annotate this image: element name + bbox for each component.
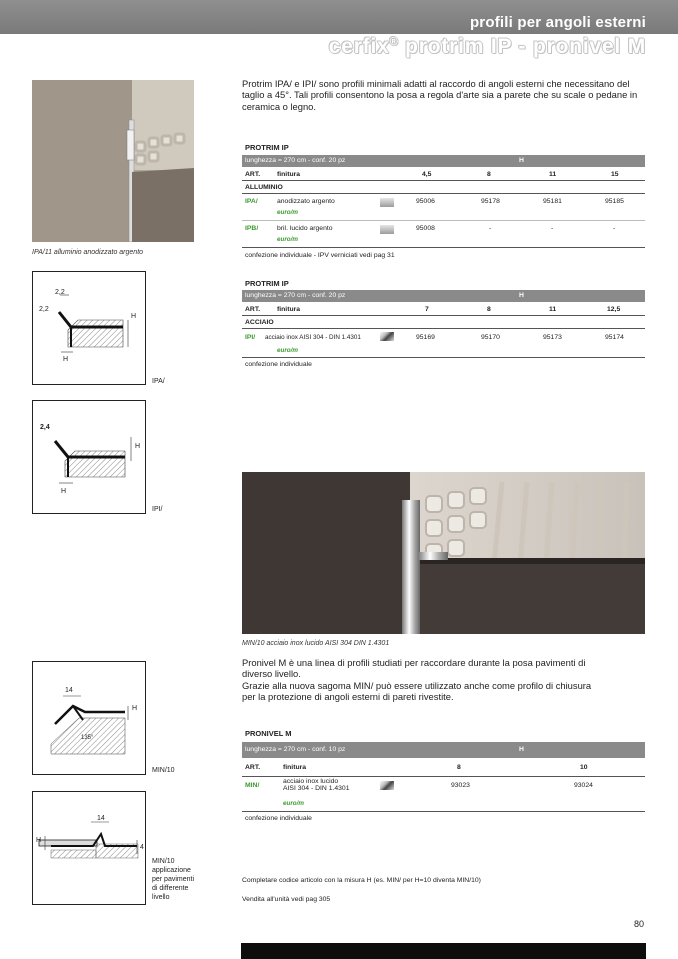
table2-size: 11 xyxy=(549,306,557,313)
table1-size: 4,5 xyxy=(422,171,432,178)
pronivel-line: Grazie alla nuova sagoma MIN/ può essere utilizzato anche come profilo di chiusura xyxy=(242,679,592,691)
pronivel-line: Pronivel M è una linea di profili studiati per raccordare durante la posa pavimenti di xyxy=(242,657,586,668)
table2-size: 12,5 xyxy=(607,306,621,313)
floor-label-line: di differente xyxy=(152,885,189,892)
table2-divider xyxy=(242,315,645,316)
table2-spec-bar xyxy=(242,290,645,302)
table2-row-art: IPI/ xyxy=(245,334,256,341)
table1-divider xyxy=(242,193,645,194)
ipa-h-right: H xyxy=(131,313,137,320)
table1-title: PROTRIM IP xyxy=(245,143,289,152)
intro-paragraph: Protrim IPA/ e IPI/ sono profili minimali adatti al raccordo di angoli esterni che necessitano del taglio a 45°. Tali profili consentono la posa a regola d'arte sia a parete che su scale o pedane in ceramica o legno. xyxy=(242,78,638,112)
diagram-ipa xyxy=(32,271,146,385)
diagram-ipi-drawing xyxy=(33,401,145,513)
pronivel-line: diverso livello. xyxy=(242,668,301,680)
table2-size: 8 xyxy=(487,306,491,313)
table1-row-code: 95185 xyxy=(605,198,624,205)
footer-bar xyxy=(241,943,646,959)
table3-size: 10 xyxy=(580,764,588,771)
table1-row-art: IPA/ xyxy=(245,198,258,205)
table2-row-code: 95169 xyxy=(416,334,435,341)
table1-row-art: IPB/ xyxy=(245,225,259,232)
table2-row-code: 95174 xyxy=(605,334,624,341)
table3-divider xyxy=(242,811,645,812)
table3-finish-line: AISI 304 - DIN 1.4301 xyxy=(283,785,350,792)
photo-ipa-illustration xyxy=(32,80,194,242)
diagram-min10-floor-drawing xyxy=(33,792,145,904)
table1-size: 11 xyxy=(549,171,557,178)
table2-h-label: H xyxy=(519,292,524,299)
finish-swatch-bright xyxy=(380,225,394,234)
ipi-dim-top: 2,4 xyxy=(40,424,50,431)
table1-row-code: 95178 xyxy=(481,198,500,205)
table2-row-code: 95170 xyxy=(481,334,500,341)
photo-min10-caption: MIN/10 acciaio inox lucido AISI 304 DIN 1.4301 xyxy=(242,640,390,647)
table3-title: PRONIVEL M xyxy=(245,729,292,738)
diagram-ipa-drawing xyxy=(33,272,145,384)
table3-row-code: 93023 xyxy=(451,782,470,789)
min10-floor-h: H xyxy=(36,837,42,844)
ipa-dim-side: 2,2 xyxy=(39,306,49,313)
table1-col-finitura: finitura xyxy=(277,171,301,178)
table1-row-finish: bril. lucido argento xyxy=(277,225,333,232)
table3-spec: lunghezza = 270 cm - conf. 10 pz xyxy=(245,746,346,753)
min10-angle: 135° xyxy=(81,735,94,741)
table1-spec: lunghezza = 270 cm - conf. 20 pz xyxy=(245,157,346,164)
table2-title: PROTRIM IP xyxy=(245,279,289,288)
product-photo-ipa xyxy=(32,80,194,242)
finish-swatch-steel xyxy=(380,781,394,790)
table2-note: confezione individuale xyxy=(245,361,312,368)
table2-divider xyxy=(242,328,645,329)
table2-divider xyxy=(242,357,645,358)
product-line-name: protrim IP - pronivel M xyxy=(405,35,646,58)
table1-size: 15 xyxy=(611,171,619,178)
table1-row-code: 95008 xyxy=(416,225,435,232)
brand-name: cerfix xyxy=(328,35,390,58)
table3-finish-line: acciaio inox lucido xyxy=(283,778,339,785)
product-line-title xyxy=(329,35,646,59)
registered-mark: ® xyxy=(389,36,399,48)
table1-row-finish: anodizzato argento xyxy=(277,198,335,205)
diagram-min10-floor xyxy=(32,791,146,905)
ipa-h-bottom: H xyxy=(63,356,69,363)
table1-note: confezione individuale - IPV verniciati vedi pag 31 xyxy=(245,252,395,259)
table1-divider xyxy=(242,247,645,248)
table2-spec: lunghezza = 270 cm - conf. 20 pz xyxy=(245,292,346,299)
pronivel-paragraph xyxy=(242,657,646,703)
category-title: profili per angoli esterni xyxy=(469,14,646,31)
ipa-dim-top: 2,2 xyxy=(55,289,65,296)
product-photo-min10 xyxy=(242,472,645,634)
photo-ipa-caption: IPA/11 alluminio anodizzato argento xyxy=(32,249,144,256)
table1-spec-bar xyxy=(242,155,645,167)
table3-h-label: H xyxy=(519,746,524,753)
table3-row-unit: euro/m xyxy=(283,800,304,807)
table2-material: ACCIAIO xyxy=(245,319,274,326)
table2-row-finish: acciaio inox AISI 304 - DIN 1.4301 xyxy=(265,334,361,341)
table2-row-unit: euro/m xyxy=(277,347,298,354)
diagram-min10-label: MIN/10 xyxy=(152,767,175,774)
diagram-min10-drawing xyxy=(33,662,145,774)
page-number: 80 xyxy=(633,919,644,929)
finish-swatch-steel xyxy=(380,332,394,341)
footnote-sale: Vendita all'unità vedi pag 305 xyxy=(242,896,331,903)
table1-row-unit: euro/m xyxy=(277,236,298,243)
table1-row-code: 95006 xyxy=(416,198,435,205)
ipi-h-right: H xyxy=(135,443,141,450)
table3-size: 8 xyxy=(457,764,461,771)
table2-col-art: ART. xyxy=(245,306,261,313)
table1-material: ALLUMINIO xyxy=(245,184,283,191)
diagram-ipi-label: IPI/ xyxy=(152,506,163,513)
table1-row-code: - xyxy=(551,225,554,232)
floor-label-line: applicazione xyxy=(152,867,191,874)
table1-divider xyxy=(242,180,645,181)
table3-note: confezione individuale xyxy=(245,815,312,822)
diagram-min10-floor-label xyxy=(152,857,194,902)
table3-col-finitura: finitura xyxy=(283,764,307,771)
table3-divider xyxy=(242,776,645,777)
table1-h-label: H xyxy=(519,157,524,164)
min10-dim-top: 14 xyxy=(65,687,73,694)
footnote-complete-code: Completare codice articolo con la misura H (es. MIN/ per H=10 diventa MIN/10) xyxy=(242,877,481,884)
floor-label-line: livello xyxy=(152,894,170,901)
table3-row-code: 93024 xyxy=(574,782,593,789)
table1-row-code: - xyxy=(613,225,616,232)
min10-h: H xyxy=(132,705,138,712)
table2-row-code: 95173 xyxy=(543,334,562,341)
ipi-h-bottom: H xyxy=(61,488,67,495)
min10-floor-dim-top: 14 xyxy=(97,815,105,822)
min10-floor-dim-side: 4 xyxy=(140,844,144,851)
table2-size: 7 xyxy=(425,306,429,313)
table1-row-code: - xyxy=(489,225,492,232)
table3-row-art: MIN/ xyxy=(245,782,260,789)
pronivel-line: per la protezione di angoli esterni di pareti rivestite. xyxy=(242,691,454,703)
diagram-ipa-label: IPA/ xyxy=(152,378,165,385)
photo-min10-illustration xyxy=(242,472,645,634)
table3-row-finish xyxy=(283,778,350,792)
table2-col-finitura: finitura xyxy=(277,306,301,313)
table1-col-art: ART. xyxy=(245,171,261,178)
diagram-min10 xyxy=(32,661,146,775)
floor-label-line: MIN/10 xyxy=(152,858,175,865)
diagram-ipi xyxy=(32,400,146,514)
floor-label-line: per pavimenti xyxy=(152,876,195,883)
table3-spec-bar xyxy=(242,742,645,758)
table1-size: 8 xyxy=(487,171,491,178)
table1-row-code: 95181 xyxy=(543,198,562,205)
table3-col-art: ART. xyxy=(245,764,261,771)
finish-swatch-silver xyxy=(380,198,394,207)
table1-row-unit: euro/m xyxy=(277,209,298,216)
table1-row-divider xyxy=(242,220,645,221)
